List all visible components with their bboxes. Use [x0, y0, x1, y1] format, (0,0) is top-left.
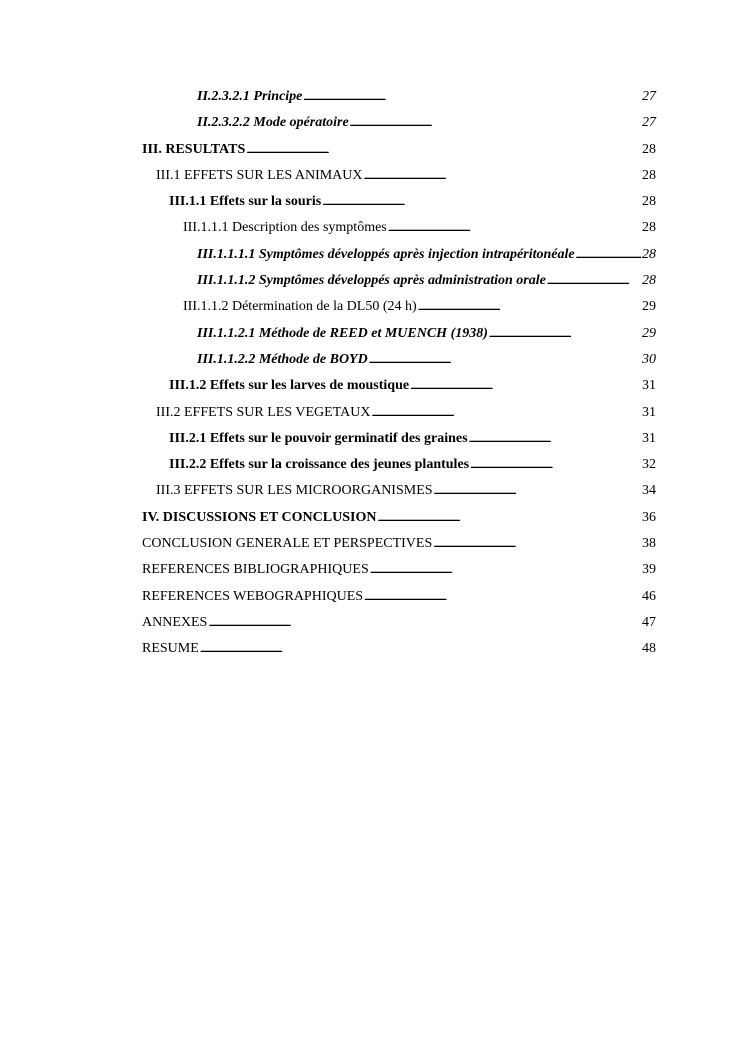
- toc-entry-page: 31: [642, 430, 656, 446]
- toc-entry-page: 36: [642, 509, 656, 525]
- toc-entry-page: 28: [642, 246, 656, 262]
- toc-entry-page: 29: [642, 299, 656, 315]
- toc-entry[interactable]: [142, 191, 656, 217]
- toc-entry-page: 31: [642, 404, 656, 420]
- toc-entry-label: REFERENCES BIBLIOGRAPHIQUES: [142, 562, 369, 578]
- dot-leader: [303, 86, 641, 108]
- toc-entry-label: ANNEXES: [142, 614, 208, 630]
- toc-entry-page: 48: [642, 641, 656, 657]
- dot-leader: [208, 612, 641, 634]
- toc-entry-page: 34: [642, 483, 656, 499]
- toc-entry-label: REFERENCES WEBOGRAPHIQUES: [142, 588, 364, 604]
- toc-entry[interactable]: [142, 559, 656, 585]
- toc-entry-label: III.2.1 Effets sur le pouvoir germinatif des graines: [169, 430, 468, 446]
- toc-entry[interactable]: [142, 480, 656, 506]
- toc-entry[interactable]: [142, 86, 656, 112]
- dot-leader: [377, 507, 641, 529]
- toc-entry-page: 27: [642, 115, 656, 131]
- dot-leader: [388, 217, 641, 239]
- toc-entry[interactable]: [142, 349, 656, 375]
- toc-entry-label: III.2.2 Effets sur la croissance des jeunes plantules: [169, 457, 470, 473]
- dot-leader: [434, 480, 641, 502]
- toc-entry-page: 30: [642, 351, 656, 367]
- dot-leader: [246, 139, 641, 161]
- toc-entry-label: III.1.1 Effets sur la souris: [169, 194, 322, 210]
- dot-leader: [350, 112, 641, 134]
- toc-entry-label: III.1.2 Effets sur les larves de moustique: [169, 378, 410, 394]
- toc-entry-label: CONCLUSION GENERALE ET PERSPECTIVES: [142, 536, 433, 552]
- toc-entry-page: 28: [642, 220, 656, 236]
- toc-entry[interactable]: [142, 402, 656, 428]
- toc-entry-page: 46: [642, 588, 656, 604]
- toc-entry[interactable]: [142, 165, 656, 191]
- toc-entry-page: 28: [642, 194, 656, 210]
- toc-entry-label: III.1.1.1.2 Symptômes développés après administration orale: [197, 273, 546, 289]
- toc-entry-label: II.2.3.2.1 Principe: [197, 89, 303, 104]
- toc-entry-label: RESUME: [142, 641, 199, 657]
- toc-entry[interactable]: [142, 428, 656, 454]
- dot-leader: [410, 375, 641, 397]
- toc-entry[interactable]: [142, 612, 656, 638]
- table-of-contents: [142, 86, 656, 665]
- dot-leader: [364, 165, 641, 187]
- toc-entry-label: III.3 EFFETS SUR LES MICROORGANISMES: [156, 483, 433, 499]
- toc-entry[interactable]: [142, 217, 656, 243]
- toc-entry[interactable]: [142, 112, 656, 138]
- dot-leader: [433, 533, 641, 555]
- dot-leader: [371, 402, 641, 424]
- dot-leader: [470, 454, 641, 476]
- toc-entry[interactable]: [142, 244, 656, 270]
- dot-leader: [547, 270, 641, 292]
- toc-entry-label: III.1.1.2 Détermination de la DL50 (24 h): [183, 299, 417, 315]
- toc-entry-page: 39: [642, 562, 656, 578]
- toc-entry-label: III.1 EFFETS SUR LES ANIMAUX: [156, 167, 363, 183]
- toc-entry-label: III. RESULTATS: [142, 141, 246, 157]
- toc-entry[interactable]: [142, 533, 656, 559]
- toc-entry-label: III.1.1.1 Description des symptômes: [183, 220, 387, 236]
- toc-entry[interactable]: [142, 638, 656, 664]
- toc-entry[interactable]: [142, 139, 656, 165]
- toc-entry-page: 38: [642, 536, 656, 552]
- toc-entry[interactable]: [142, 323, 656, 349]
- toc-entry-label: II.2.3.2.2 Mode opératoire: [197, 115, 349, 131]
- toc-entry-label: III.1.1.2.2 Méthode de BOYD: [197, 351, 368, 367]
- toc-entry-page: 27: [642, 89, 656, 104]
- dot-leader: [576, 244, 641, 266]
- dot-leader: [369, 349, 641, 371]
- toc-entry-page: 28: [642, 141, 656, 157]
- toc-entry-label: IV. DISCUSSIONS ET CONCLUSION: [142, 509, 377, 525]
- toc-entry-page: 32: [642, 457, 656, 473]
- toc-entry-label: III.1.1.2.1 Méthode de REED et MUENCH (1938): [197, 325, 488, 341]
- dot-leader: [418, 296, 641, 318]
- toc-entry-page: 28: [642, 273, 656, 289]
- toc-entry-label: III.1.1.1.1 Symptômes développés après injection intrapéritonéale: [197, 246, 575, 262]
- toc-entry[interactable]: [142, 586, 656, 612]
- dot-leader: [200, 638, 641, 660]
- dot-leader: [364, 586, 641, 608]
- dot-leader: [469, 428, 641, 450]
- toc-entry[interactable]: [142, 454, 656, 480]
- toc-entry[interactable]: [142, 296, 656, 322]
- toc-entry[interactable]: [142, 375, 656, 401]
- toc-entry-label: III.2 EFFETS SUR LES VEGETAUX: [156, 404, 371, 420]
- dot-leader: [370, 559, 641, 581]
- dot-leader: [489, 323, 641, 345]
- toc-entry-page: 28: [642, 167, 656, 183]
- toc-entry[interactable]: [142, 270, 656, 296]
- toc-entry-page: 29: [642, 325, 656, 341]
- dot-leader: [322, 191, 641, 213]
- toc-entry-page: 47: [642, 614, 656, 630]
- toc-entry[interactable]: [142, 507, 656, 533]
- toc-entry-page: 31: [642, 378, 656, 394]
